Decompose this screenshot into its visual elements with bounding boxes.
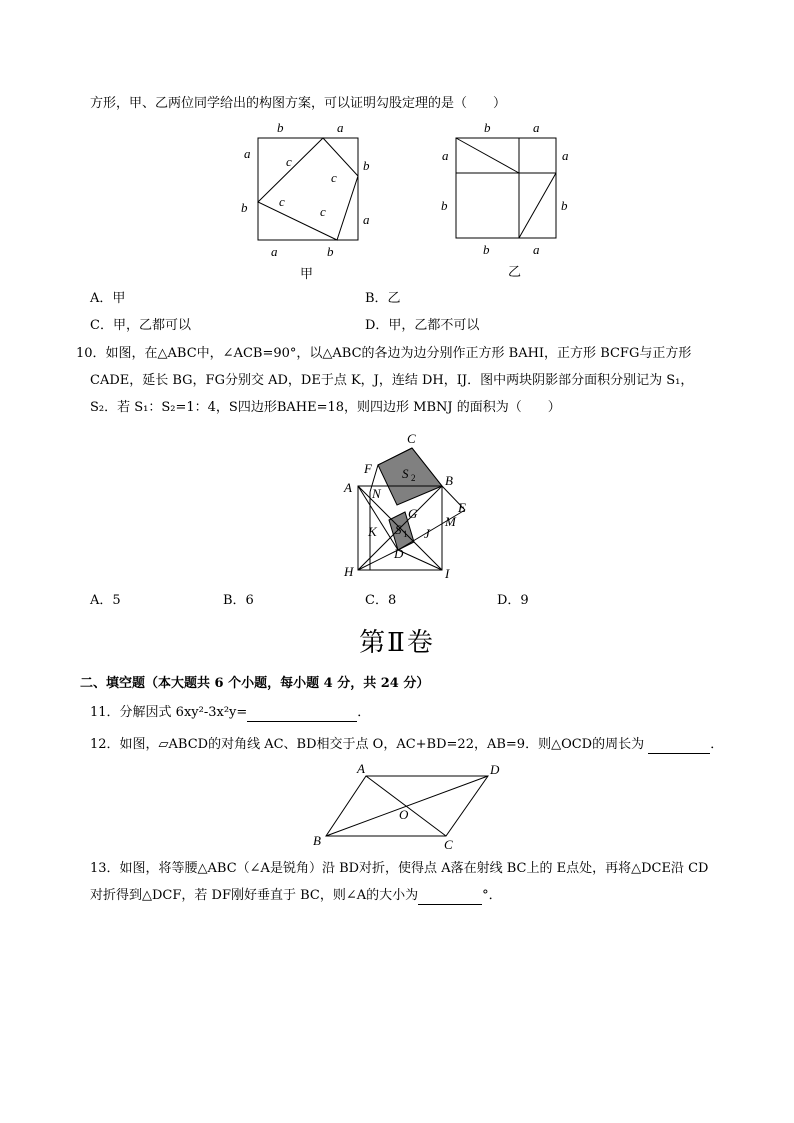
label-c: c xyxy=(279,194,285,209)
label-b: b xyxy=(484,120,491,135)
label-N: N xyxy=(372,486,381,501)
q10-line3: S₂．若 S₁：S₂=1：4，S四边形BAHE=18，则四边形 MBNJ 的面积为（ ） xyxy=(90,400,561,415)
q11: 11．分解因式 6xy²-3x²y= ． xyxy=(90,705,371,720)
label-a: a xyxy=(562,148,569,163)
label-B: B xyxy=(445,473,453,488)
label-a: a xyxy=(244,146,251,161)
q9-option-b: B．乙 xyxy=(365,291,401,306)
label-F: F xyxy=(364,461,372,476)
label-C: C xyxy=(407,431,416,446)
label-I: I xyxy=(445,566,450,581)
q10-option-d: D．9 xyxy=(497,593,529,608)
label-b: b xyxy=(277,120,284,135)
volume-title: 第Ⅱ卷 xyxy=(359,628,435,658)
label-a: a xyxy=(271,244,278,259)
label-a: a xyxy=(442,148,449,163)
q9-option-a: A．甲 xyxy=(90,291,126,306)
q10-line2: CADE，延长 BG，FG分别交 AD，DE于点 K，J，连结 DH，IJ．图中两块阴影部分面积分别记为 S₁， xyxy=(90,373,694,388)
label-a: a xyxy=(363,212,370,227)
label-J: J xyxy=(424,526,430,541)
label-b: b xyxy=(241,200,248,215)
label-a: a xyxy=(533,242,540,257)
label-B: B xyxy=(313,833,321,848)
label-b: b xyxy=(327,244,334,259)
q10-line1: 10．如图，在△ABC中，∠ACB=90°，以△ABC的各边为边分别作正方形 BAHI，正方形 BCFG与正方形 xyxy=(76,346,692,361)
label-c: c xyxy=(320,204,326,219)
label-S2: S xyxy=(402,466,409,481)
q12: 12．如图，▱ABCD的对角线 AC、BD相交于点 O，AC+BD=22，AB=9．则△OCD的周长为 ． xyxy=(90,737,724,752)
label-E: E xyxy=(458,500,466,515)
label-a: a xyxy=(337,120,344,135)
q10-option-b: B．6 xyxy=(223,593,254,608)
q9-option-d: D．甲，乙都不可以 xyxy=(365,318,480,333)
q13-line2: 对折得到△DCF，若 DF刚好垂直于 BC，则∠A的大小为 °． xyxy=(90,888,502,903)
label-G: G xyxy=(408,506,418,521)
section-title: 二、填空题（本大题共 6 个小题，每小题 4 分，共 24 分） xyxy=(80,676,430,691)
label-b: b xyxy=(363,158,370,173)
label-M: M xyxy=(445,514,456,529)
label-S1-sub: 1 xyxy=(403,529,408,539)
q10-option-c: C．8 xyxy=(365,593,397,608)
q10-option-a: A．5 xyxy=(90,593,121,608)
label-D: D xyxy=(394,546,404,561)
label-D: D xyxy=(490,762,500,777)
q9-option-c: C．甲，乙都可以 xyxy=(90,318,191,333)
label-b: b xyxy=(561,198,568,213)
q9-stem: 方形，甲、乙两位同学给出的构图方案，可以证明勾股定理的是（ ） xyxy=(90,96,507,111)
label-A: A xyxy=(344,480,352,495)
label-S2-sub: 2 xyxy=(411,473,416,483)
label-A: A xyxy=(357,761,365,776)
label-a: a xyxy=(533,120,540,135)
label-c: c xyxy=(331,170,337,185)
label-b: b xyxy=(483,242,490,257)
label-O: O xyxy=(399,807,409,822)
label-C: C xyxy=(444,837,453,852)
q13-line1: 13．如图，将等腰△ABC（∠A是锐角）沿 BD对折，使得点 A落在射线 BC上的 E点处，再将△DCE沿 CD xyxy=(90,861,709,876)
label-S1: S xyxy=(395,522,402,537)
label-c: c xyxy=(286,154,292,169)
caption-yi: 乙 xyxy=(508,265,522,280)
answer-blank xyxy=(418,890,482,905)
label-K: K xyxy=(368,524,377,539)
label-b: b xyxy=(441,198,448,213)
caption-jia: 甲 xyxy=(300,267,314,282)
label-H: H xyxy=(344,564,354,579)
